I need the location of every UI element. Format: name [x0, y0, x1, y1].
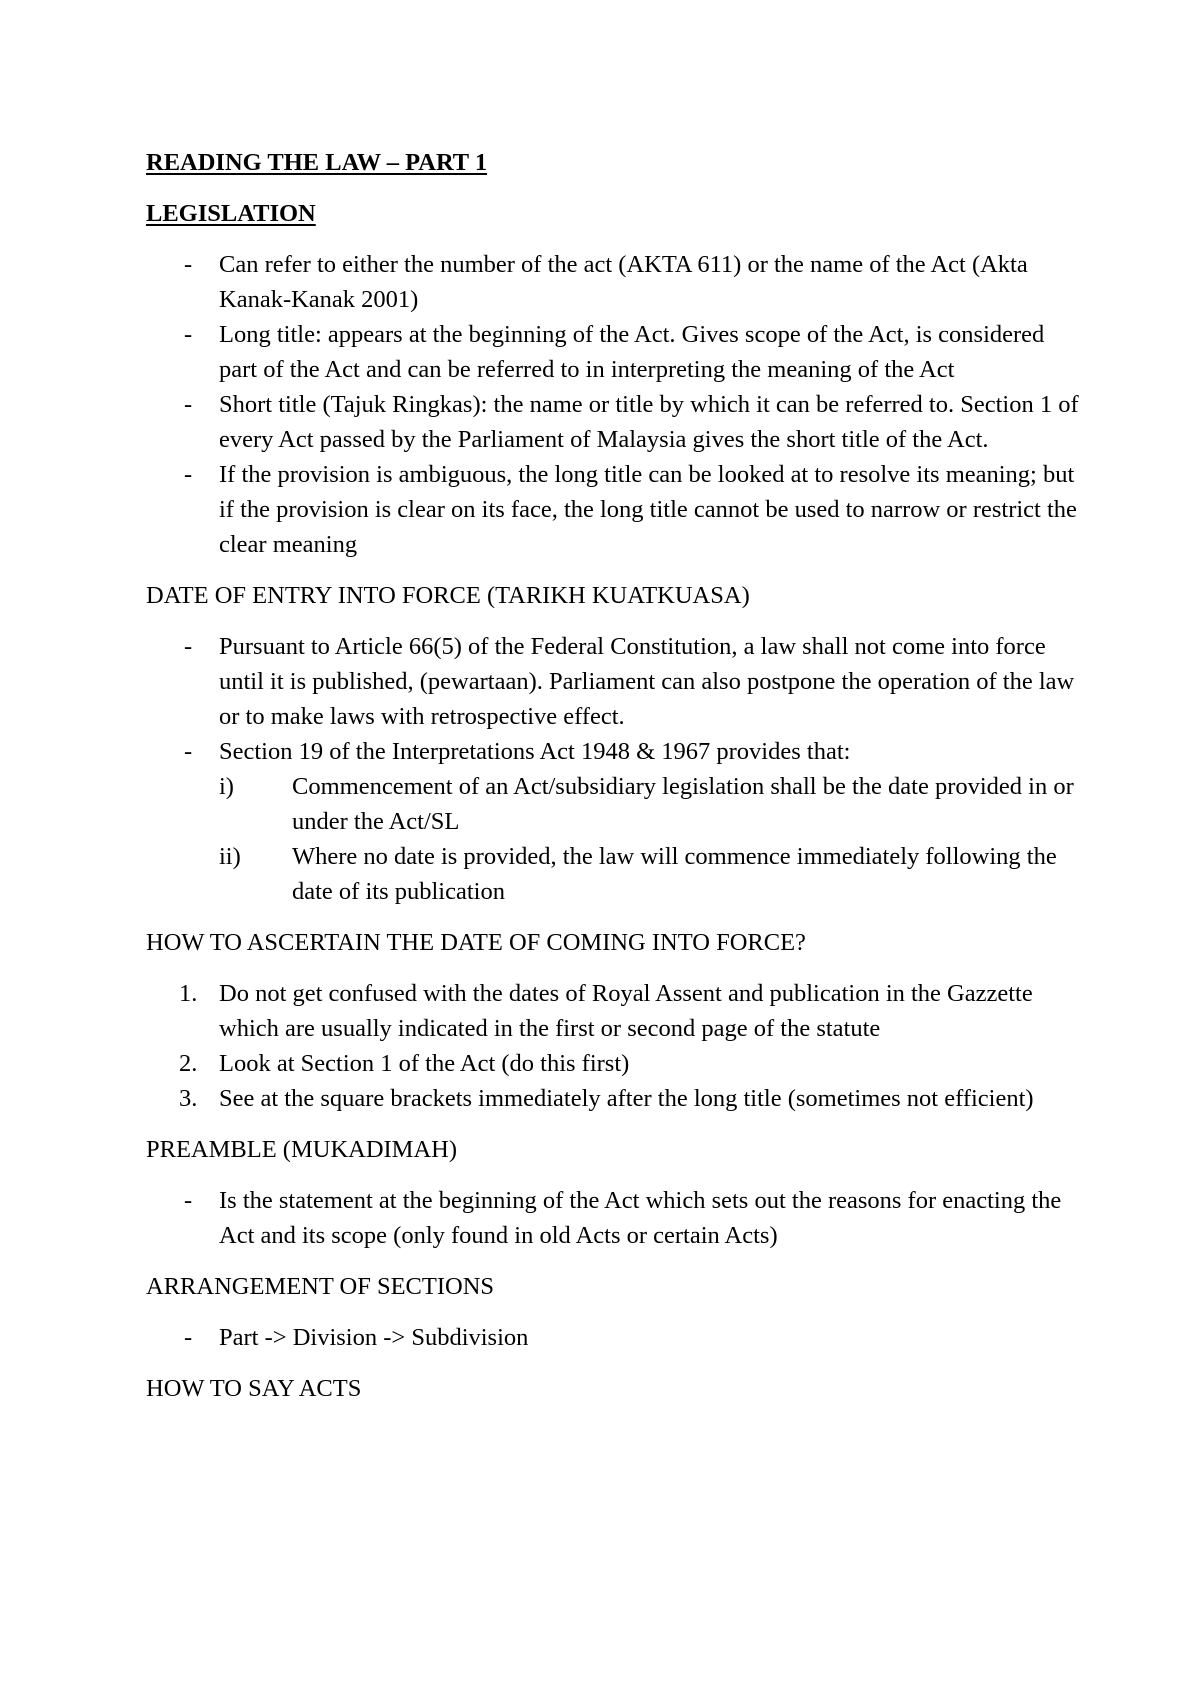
numbered-item	[146, 976, 1086, 1046]
list-item	[146, 317, 1086, 387]
section-heading-entry-into-force: DATE OF ENTRY INTO FORCE (TARIKH KUATKUASA)	[146, 582, 750, 609]
section-heading-arrangement: ARRANGEMENT OF SECTIONS	[146, 1273, 495, 1300]
entry-into-force-list	[146, 629, 1086, 909]
document-title: READING THE LAW – PART 1	[146, 149, 488, 176]
numbered-item	[146, 1081, 1086, 1116]
dash-bullet: -	[184, 461, 193, 488]
sublist-item-text: Where no date is provided, the law will commence immediately following the date of its publication	[292, 843, 1057, 905]
number-marker: 1.	[179, 980, 198, 1007]
section-heading-how-to-say: HOW TO SAY ACTS	[146, 1375, 362, 1402]
roman-marker: i)	[219, 773, 234, 800]
arrangement-list	[146, 1320, 1086, 1355]
dash-bullet: -	[184, 251, 193, 278]
ascertain-numbered-list	[146, 976, 1086, 1116]
section-heading-preamble: PREAMBLE (MUKADIMAH)	[146, 1136, 458, 1163]
numbered-item-text: Do not get confused with the dates of Royal Assent and publication in the Gazzette which are usually indicated in the first or second page of the statute	[219, 980, 1033, 1042]
list-item-text: Long title: appears at the beginning of the Act. Gives scope of the Act, is considered part of the Act and can be referred to in interpreting the meaning of the Act	[219, 321, 1045, 383]
roman-sublist	[219, 769, 1086, 909]
list-item	[146, 387, 1086, 457]
list-item	[146, 1183, 1086, 1253]
number-marker: 3.	[179, 1085, 198, 1112]
list-item	[146, 734, 1086, 909]
list-item-text: Is the statement at the beginning of the Act which sets out the reasons for enacting the Act and its scope (only found in old Acts or certain Acts)	[219, 1187, 1062, 1249]
number-marker: 2.	[179, 1050, 198, 1077]
list-item-text: Section 19 of the Interpretations Act 1948 & 1967 provides that:	[219, 738, 851, 765]
dash-bullet: -	[184, 633, 193, 660]
dash-bullet: -	[184, 321, 193, 348]
dash-bullet: -	[184, 738, 193, 765]
roman-marker: ii)	[219, 843, 241, 870]
numbered-item	[146, 1046, 1086, 1081]
sublist-item	[219, 839, 1086, 909]
document-body	[146, 145, 1086, 1422]
list-item	[146, 629, 1086, 734]
list-item-text: Pursuant to Article 66(5) of the Federal Constitution, a law shall not come into force until it is published, (pewartaan). Parliament can also postpone the operation of the law or to make laws with retrospective effect.	[219, 633, 1075, 730]
list-item	[146, 457, 1086, 562]
dash-bullet: -	[184, 1324, 193, 1351]
numbered-item-text: Look at Section 1 of the Act (do this first)	[219, 1050, 630, 1077]
list-item-text: Part -> Division -> Subdivision	[219, 1324, 529, 1351]
dash-bullet: -	[184, 1187, 193, 1214]
list-item-text: Can refer to either the number of the act (AKTA 611) or the name of the Act (Akta Kanak-Kanak 2001)	[219, 251, 1028, 313]
dash-bullet: -	[184, 391, 193, 418]
section-heading-ascertain: HOW TO ASCERTAIN THE DATE OF COMING INTO FORCE?	[146, 929, 806, 956]
sublist-item	[219, 769, 1086, 839]
list-item	[146, 247, 1086, 317]
list-item	[146, 1320, 1086, 1355]
list-item-text: If the provision is ambiguous, the long title can be looked at to resolve its meaning; but if the provision is clear on its face, the long title cannot be used to narrow or restrict the clear meaning	[219, 461, 1077, 558]
legislation-list	[146, 247, 1086, 562]
sublist-item-text: Commencement of an Act/subsidiary legislation shall be the date provided in or under the Act/SL	[292, 773, 1074, 835]
list-item-text: Short title (Tajuk Ringkas): the name or title by which it can be referred to. Section 1 of every Act passed by the Parliament of Malaysia gives the short title of the Act.	[219, 391, 1079, 453]
section-heading-legislation: LEGISLATION	[146, 200, 316, 227]
numbered-item-text: See at the square brackets immediately after the long title (sometimes not efficient)	[219, 1085, 1034, 1112]
preamble-list	[146, 1183, 1086, 1253]
